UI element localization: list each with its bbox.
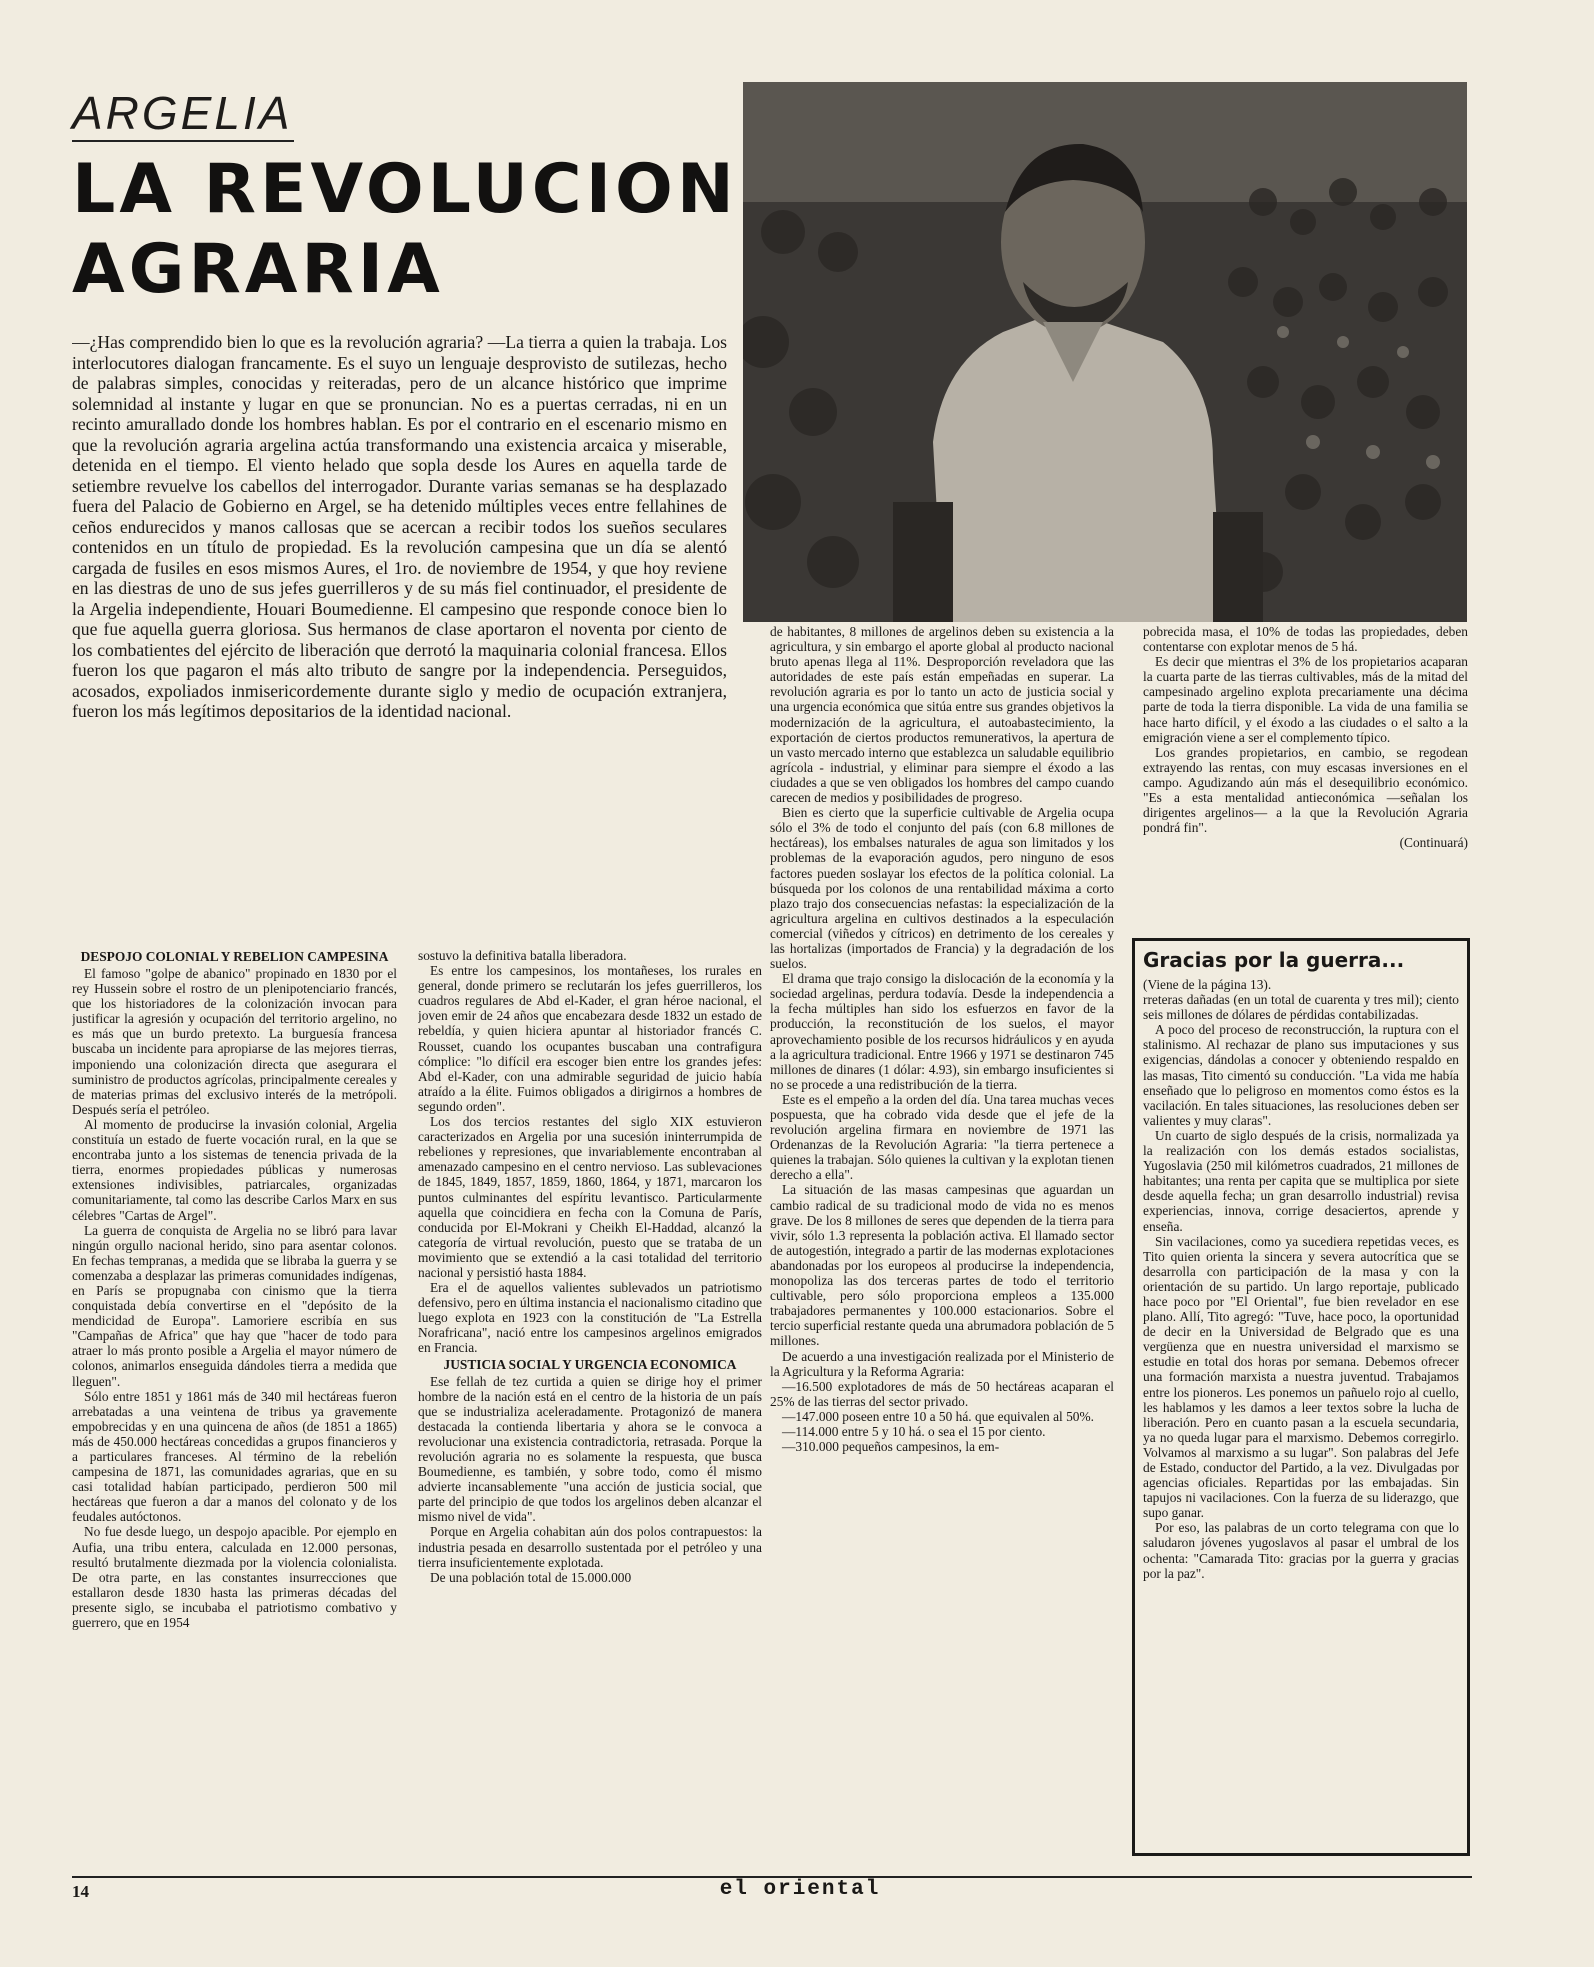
masthead: el oriental xyxy=(719,1878,881,1901)
headline-line-2: AGRARIA xyxy=(72,230,444,309)
sidebar-body xyxy=(1143,977,1459,1581)
page-number: 14 xyxy=(72,1882,89,1901)
paragraph: Sólo entre 1851 y 1861 más de 340 mil hectáreas fueron arrebatadas a una veintena de tribus ya gravemente empobrecidas y en una quincena de años (de 1851 a 1865) más de 450.000 hectáreas concedidas a grupos financieros y a particulares franceses. Al término de la rebelión campesina de 1871, las comunidades agrarias, que en su casi totalidad habían participado, perdieron 500 mil hectáreas que fueron a dar a manos del colonato y de los feudales autóctonos. xyxy=(72,1388,397,1525)
list-item: —147.000 poseen entre 10 a 50 há. que equivalen al 50%. xyxy=(782,1408,1094,1424)
paragraph: de habitantes, 8 millones de argelinos deben su existencia a la agricultura, y sin embargo el aporte global al producto nacional bruto apenas llega al 11%. Desproporción reveladora que las autoridades de este país están empeñadas en superar. La revolución agraria es por lo tanto un acto de justicia social y una urgencia económica que sitúa entre sus grandes objetivos la modernización de la agricultura, el autoabastecimiento, la exportación de ciertos productos remunerativos, la apertura de un vasto mercado interno que establezca un saludable equilibrio agrícola - industrial, y eliminar para siempre el éxodo a las ciudades a que se ven obligados los hombres del campo cuando carecen de medios y posibilidades de progreso. xyxy=(770,624,1114,806)
paragraph: Ese fellah de tez curtida a quien se dirige hoy el primer hombre de la nación está en el centro de la historia de un país que se industrializa aceleradamente. Protagonizó de manera destacada la contienda libertaria y ahora se le convoca a revolucionar una existencia contradictoria, retrasada. Porque la revolución agraria no es solamente la respuesta, que busca Boumedienne, es también, y sobre todo, como él mismo advierte incansablemente "una acción de justicia social, que parte del principio de que todos los argelinos deben alcanzar el mismo nivel de vida". xyxy=(418,1373,762,1525)
paragraph: Al momento de producirse la invasión colonial, Argelia constituía un estado de fuerte vocación rural, en la que se encontraba junto a los sistemas de tenencia privada de la tierra, enormes propiedades públicas y numerosas extensiones indivisibles, patriarcales, organizadas comunitariamente, tal como las describe Carlos Marx en sus célebres "Cartas de Argel". xyxy=(72,1116,397,1223)
paragraph: Porque en Argelia cohabitan aún dos polos contrapuestos: la industria pesada en desarrollo sustentada por el petróleo y una tierra insuficientemente explotada. xyxy=(418,1524,762,1570)
paragraph: Un cuarto de siglo después de la crisis, normalizada ya la realización con los demás estados socialistas, Yugoslavia (250 mil kilómetros cuadrados, 21 millones de habitantes; una renta per capita que se multiplica por siete desde aquella fecha; un gran desarrollo industrial) revisa experiencias, innova, corrige desaciertos, aprende y enseña. xyxy=(1143,1127,1459,1234)
paragraph: Era el de aquellos valientes sublevados un patriotismo defensivo, pero en última instancia el nacionalismo citadino que luego explota en 1923 con la constitución de "La Estrella Norafricana", nació entre los campesinos argelinos emigrados en Francia. xyxy=(418,1280,762,1356)
section-heading-justicia: JUSTICIA SOCIAL Y URGENCIA ECONOMICA xyxy=(443,1356,737,1372)
paragraph: Bien es cierto que la superficie cultivable de Argelia ocupa sólo el 3% de todo el conjunto del país (con 6.8 millones de hectáreas), los embalses naturales de agua son limitados y los problemas de la evaporación agudos, pero ninguno de esos factores pueden soslayar los efectos de la política colonial. La búsqueda por los colonos de una rentabilidad máxima a corto plazo trajo dos consecuencias nefastas: la especialización de la agricultura argelina en cultivos destinados a la especulación comercial (viñedos y cítricos) en detrimento de los cereales y las hortalizas (importados de Francia) y la degradación de los suelos. xyxy=(770,805,1114,972)
paragraph: rreteras dañadas (en un total de cuarenta y tres mil); ciento seis millones de dólares de pérdidas contabilizadas. xyxy=(1143,992,1459,1023)
paragraph: Por eso, las palabras de un corto telegrama con que lo saludaron jóvenes yugoslavos al pasar el umbral de los ochenta: "Camarada Tito: gracias por la guerra y gracias por la paz". xyxy=(1143,1520,1459,1581)
rally-photograph-drawing xyxy=(743,82,1467,622)
section-kicker: ARGELIA xyxy=(72,87,293,139)
paragraph: El famoso "golpe de abanico" propinado en 1830 por el rey Hussein sobre el rostro de un plenipotenciario francés, que los historiadores de la colonización invocan para justificar la agresión y ocupación del territorio argelino, no es más que un burdo pretexto. La burguesía francesa buscaba un incidente para apropiarse de las mejores tierras, imponiendo una colonización directa que asegurara el suministro de productos agrícolas, principalmente cereales y de materias primas del exclusivo interés de la metrópoli. Después sería el petróleo. xyxy=(72,966,397,1117)
paragraph: Los dos tercios restantes del siglo XIX estuvieron caracterizados en Argelia por una sucesión ininterrumpida de rebeliones y represiones, que invariablemente encontraban al amenazado campesino en el centro nervioso. Las sublevaciones de 1845, 1849, 1857, 1859, 1860, 1864, y 1871, marcaron los puntos culminantes del espíritu levantisco. Particularmente aquella que coincidiera en fecha con la Comuna de París, conducida por El-Mokrani y Cheikh El-Haddad, alcanzó la categoría de virtual revolución, puesto que se trataba de un movimiento que se extendió a la casi totalidad del territorio nacional y persistió hasta 1884. xyxy=(418,1114,762,1280)
paragraph: Este es el empeño a la orden del día. Una tarea muchas veces pospuesta, que ha cobrado vida desde que el jefe de la revolución argelina firmara en noviembre de 1971 las Ordenanzas de la Revolución Agraria: "la tierra pertenece a quienes la trabajan. Sólo quienes la cultivan y la explotan tienen derecho a ella". xyxy=(770,1091,1114,1183)
sidebar-box xyxy=(1132,938,1470,1856)
paragraph: sostuvo la definitiva batalla liberadora. xyxy=(418,948,627,963)
kicker-underline xyxy=(72,140,294,142)
paragraph: pobrecida masa, el 10% de todas las propiedades, deben contentarse con explotar menos de 5 há. xyxy=(1143,624,1468,655)
lead-text: —¿Has comprendido bien lo que es la revolución agraria? —La tierra a quien la trabaja. Los interlocutores dialogan francamente. Es el suyo un lenguaje desprovisto de sutilezas, hecho de palabras simples, conocidas y reiteradas, pero de un alcance histórico que imprime solemnidad al instante y lugar en que se pronuncian. No es a puertas cerradas, ni en un recinto amurallado donde los hombres hablan. Es por el contrario en el escenario mismo en que la revolución agraria argelina actúa transformando una existencia arcaica y miserable, detenida en el tiempo. El viento helado que sopla desde los Aures en aquella tarde de setiembre revuelve los cabellos del interrogador. Durante varias semanas se ha desplazado fuera del Palacio de Gobierno en Argel, se ha detenido múltiples veces entre fellahines de ceños endurecidos y manos callosas que se acercan a recibir todos los sueños seculares contenidos en un título de propiedad. Es la revolución campesina que un día se alentó cargada de fusiles en esos mismos Aures, el 1ro. de noviembre de 1954, y que hoy reviene en las diestras de uno de sus jefes guerrilleros y de su más fiel continuador, el presidente de la Argelia independiente, Houari Boumedienne. El campesino que responde conoce bien lo que fue aquella guerra gloriosa. Sus hermanos de clase aportaron el noventa por ciento de los combatientes del ejército de liberación que derrotó la maquinaria colonial francesa. Ellos fueron los que pagaron el más alto tributo de sangre por la independencia. Perseguidos, acosados, expoliados inmisericordemente durante siglo y medio de ocupación extranjera, fueron los más legítimos depositarios de la identidad nacional. xyxy=(72,332,727,721)
paragraph: No fue desde luego, un despojo apacible. Por ejemplo en Aufia, una tribu entera, calculada en 12.000 personas, resultó brutalmente diezmada por la violencia colonialista. De otra parte, en las constantes insurrecciones que estallaron desde 1830 hasta las primeras décadas del presente siglo, se incubaba el patriotismo combativo y guerrero, que en 1954 xyxy=(72,1524,397,1631)
paragraph: Es decir que mientras el 3% de los propietarios acaparan la cuarta parte de las tierras cultivables, más de la mitad del campesinado argelino explota precariamente una décima parte de toda la tierra disponible. La vida de una familia se hace harto difícil, y el éxodo a las ciudades o el salto a la emigración viene a ser el complemento típico. xyxy=(1143,654,1468,745)
headline xyxy=(72,150,738,310)
paragraph: De acuerdo a una investigación realizada por el Ministerio de la Agricultura y la Reforma Agraria: xyxy=(770,1348,1114,1379)
sidebar-title: Gracias por la guerra... xyxy=(1143,948,1405,972)
paragraph: Sin vacilaciones, como ya sucediera repetidas veces, es Tito quien orienta la sincera y severa autocrítica que se desarrolla con participación de la masa y con la orientación de su partido. Un largo reportaje, publicado hace poco por "El Oriental", fue bien revelador en ese plano. Allí, Tito agregó: "Tuve, hace poco, la oportunidad de decir en la Universidad de Belgrado que es una vergüenza que en nuestra universidad el marxismo se estudie en total dos horas por semana. Debemos ofrecer una formación marxista a nuestra juventud. Trabajamos entre los pioneros. Les ponemos un pañuelo rojo al cuello, les hablamos y les damos a leer textos sobre la lucha de liberación. Pero en cuanto pasan a la escuela secundaria, ya no queda lugar para el marxismo. Debemos corregirlo. Volvamos al marxismo a su lugar". Son palabras del Jefe de Estado, conductor del Partido, a la vez. Divulgadas por agencias oficiales. Repartidas por las embajadas. Sin tapujos ni vacilaciones. Con la fuerza de su liderazgo, que supo ganar. xyxy=(1143,1233,1459,1521)
continued-note: (Continuará) xyxy=(1399,835,1468,851)
list-item: —16.500 explotadores de más de 50 hectáreas acaparan el 25% de las tierras del sector privado. xyxy=(770,1378,1114,1409)
rally-photograph xyxy=(743,82,1467,622)
column-3 xyxy=(770,624,1114,1858)
paragraph: Es entre los campesinos, los montañeses, los rurales en general, donde primero se reclutarán los jefes guerrilleros, los cuadros regulares de Abd el-Kader, el gran héroe nacional, el joven emir de 24 años que encabezara desde 1832 un estado de rebeldía, y quien hiciera apuntar al historiador francés C. Rousset, cuando los ocupantes buscaban una contrafigura cómplice: "lo difícil era escoger bien entre los grandes jefes: Abd el-Kader, con una admirable seguridad de juicio había atraído a la élite. Fuimos obligados a dirigirnos a hombres de segundo orden". xyxy=(418,963,762,1114)
lead-paragraph xyxy=(72,332,727,942)
column-4 xyxy=(1143,624,1468,932)
paragraph: A poco del proceso de reconstrucción, la ruptura con el stalinismo. Al rechazar de plano sus imputaciones y sus exigencias, dándolas a conocer y obteniendo respaldo en las masas, Tito cimentó su conducción. "La vida me había enseñado que lo peligroso en momentos como éstos es la vacilación. En tales situaciones, las resoluciones deben ser valientes y muy claras". xyxy=(1143,1022,1459,1128)
sidebar-note: (Viene de la página 13). xyxy=(1143,977,1272,992)
paragraph: La situación de las masas campesinas que aguardan un cambio radical de su tradicional modo de vida no es menos grave. De los 8 millones de seres que dependen de la tierra para vivir, sólo 1.3 representa la población activa. El llamado sector de autogestión, integrado a partir de las modernas explotaciones abandonadas por los europeos al producirse la independencia, monopoliza las dos terceras partes de todo el territorio cultivable, pero sólo proporciona empleos a 135.000 trabajadores permanentes y 100.000 estacionarios. Sobre el tercio superficial restante queda una abrumadora población de 5 millones. xyxy=(770,1182,1114,1349)
column-2 xyxy=(418,948,762,1858)
paragraph: El drama que trajo consigo la dislocación de la economía y la sociedad argelinas, perdura todavía. Desde la independencia a la fecha múltiples han sido los esfuerzos en favor de la producción, la reconstitución de los suelos, el mayor aprovechamiento posible de los recursos hidráulicos y en ayuda a la agricultura tradicional. Entre 1966 y 1971 se destinaron 745 millones de dinares (1 dólar: 4.93), sin embargo insuficientes si no se procede a una redistribución de la tierra. xyxy=(770,971,1114,1092)
section-heading-despojo: DESPOJO COLONIAL Y REBELION CAMPESINA xyxy=(80,949,389,964)
paragraph: La guerra de conquista de Argelia no se libró para lavar ningún orgullo nacional herido, sino para asentar colonos. En fechas tempranas, a medida que se libraba la guerra y se comenzaba a desplazar las primeras comunidades indígenas, en París se propugnaba con cinismo que la tierra conquistada debía convertirse en el "depósito de la mendicidad de Europa". Lamoriere escribía en sus "Campañas de Africa" que hay que "hacer de todo para atraer lo más pronto posible a Argelia el mayor número de colonos, animarlos enseguida dándoles tierra a medida que lleguen". xyxy=(72,1222,397,1389)
headline-line-1: LA REVOLUCION xyxy=(72,150,738,229)
list-item: —114.000 entre 5 y 10 há. o sea el 15 por ciento. xyxy=(782,1423,1046,1439)
paragraph: Los grandes propietarios, en cambio, se regodean extrayendo las rentas, con muy escasas inversiones en el campo. Agudizando aún más el desequilibrio económico. "Es a esta mentalidad antieconómica —señalan los dirigentes argelinos— a la que la Revolución Agraria pondrá fin". xyxy=(1143,744,1468,836)
column-1 xyxy=(72,948,397,1858)
list-item: —310.000 pequeños campesinos, la em- xyxy=(782,1439,1000,1455)
paragraph: De una población total de 15.000.000 xyxy=(430,1569,632,1585)
